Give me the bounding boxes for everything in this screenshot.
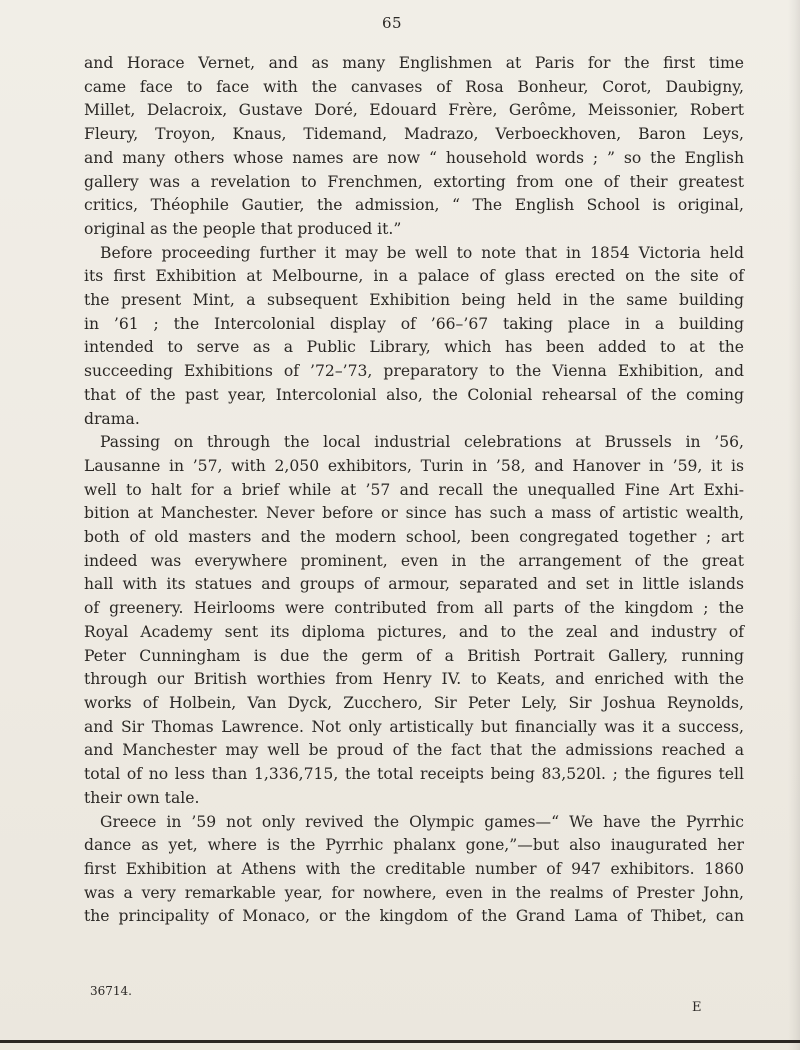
text-line: and Sir Thomas Lawrence. Not only artistically but financially was it a success, (84, 717, 744, 736)
bottom-border (0, 1040, 800, 1043)
text-line: first Exhibition at Athens with the creditable number of 947 exhibitors. 1860 (84, 859, 744, 878)
text-line: that of the past year, Intercolonial also, the Colonial rehearsal of the coming (84, 385, 744, 404)
text-line: its first Exhibition at Melbourne, in a palace of glass erected on the site of (84, 267, 744, 286)
text-line: came face to face with the canvases of Rosa Bonheur, Corot, Daubigny, (84, 77, 744, 96)
text-line: in ’61 ; the Intercolonial display of ’66–’67 taking place in a building (84, 314, 744, 333)
text-line: succeeding Exhibitions of ’72–’73, preparatory to the Vienna Exhibition, and (84, 362, 744, 381)
text-line: gallery was a revelation to Frenchmen, extorting from one of their greatest (84, 172, 744, 191)
text-line: critics, Théophile Gautier, the admission, “ The English School is original, (84, 196, 744, 215)
signature-letter: E (692, 1000, 702, 1015)
text-line: the principality of Monaco, or the kingdom of the Grand Lama of Thibet, can (84, 907, 744, 926)
text-line: Fleury, Troyon, Knaus, Tidemand, Madrazo, Verboeckhoven, Baron Leys, (84, 125, 744, 144)
text-line: original as the people that produced it.” (84, 219, 402, 238)
printer-mark: 36714. (90, 984, 132, 998)
text-line: the present Mint, a subsequent Exhibition being held in the same building (84, 291, 744, 310)
text-line: drama. (84, 409, 140, 428)
text-line: and many others whose names are now “ household words ; ” so the English (84, 148, 744, 167)
text-line: and Horace Vernet, and as many Englishmen at Paris for the first time (84, 54, 744, 72)
text-line: total of no less than 1,336,715, the total receipts being 83,520l. ; the figures tell (84, 765, 744, 784)
page-edge-shadow (788, 0, 800, 1050)
text-line: Before proceeding further it may be well to note that in 1854 Victoria held (100, 243, 744, 262)
text-line: works of Holbein, Van Dyck, Zucchero, Sir Peter Lely, Sir Joshua Reynolds, (84, 693, 744, 712)
text-line: well to halt for a brief while at ’57 and recall the unequalled Fine Art Exhi- (84, 480, 744, 499)
text-line: bition at Manchester. Never before or since has such a mass of artistic wealth, (84, 504, 744, 523)
text-line: both of old masters and the modern school, been congregated together ; art (84, 528, 744, 547)
text-line: Royal Academy sent its diploma pictures, and to the zeal and industry of (84, 622, 744, 641)
text-line: their own tale. (84, 788, 200, 807)
text-line: Lausanne in ’57, with 2,050 exhibitors, Turin in ’58, and Hanover in ’59, it is (84, 456, 744, 475)
text-line: through our British worthies from Henry IV. to Keats, and enriched with the (84, 670, 744, 689)
text-line: intended to serve as a Public Library, which has been added to at the (84, 338, 744, 357)
text-line: and Manchester may well be proud of the fact that the admissions reached a (84, 741, 744, 760)
text-line: was a very remarkable year, for nowhere, even in the realms of Prester John, (84, 883, 744, 902)
text-line: Greece in ’59 not only revived the Olympic games—“ We have the Pyrrhic (100, 812, 744, 831)
text-line: dance as yet, where is the Pyrrhic phalanx gone,”—but also inaugurated her (84, 836, 744, 855)
text-line: Millet, Delacroix, Gustave Doré, Edouard Frère, Gerôme, Meissonier, Robert (84, 101, 744, 120)
body-text (84, 52, 744, 929)
text-line: indeed was everywhere prominent, even in the arrangement of the great (84, 551, 744, 570)
text-line: hall with its statues and groups of armour, separated and set in little islands (84, 575, 744, 594)
text-line: Peter Cunningham is due the germ of a British Portrait Gallery, running (84, 646, 744, 665)
text-line: Passing on through the local industrial celebrations at Brussels in ’56, (100, 433, 744, 452)
text-line: of greenery. Heirlooms were contributed from all parts of the kingdom ; the (84, 599, 744, 618)
page-number: 65 (382, 14, 403, 32)
